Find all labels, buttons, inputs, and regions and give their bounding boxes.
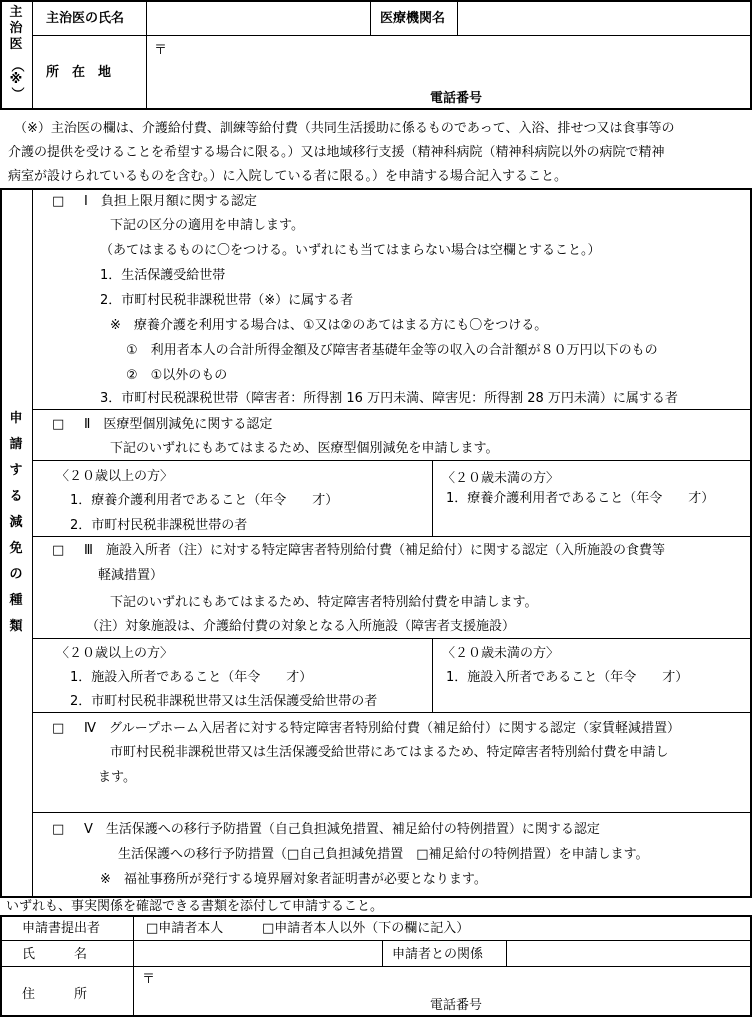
reduction-side-label — [4, 412, 28, 646]
sec3-left-head: 〈２０歳以上の方〉 — [56, 646, 174, 661]
rule — [32, 536, 752, 537]
rule — [0, 896, 752, 898]
doctor-name-label: 主治医の氏名 — [46, 11, 125, 26]
sec1-note: ※ 療養介護を利用する場合は、①又は②のあてはまる方にも〇をつける。 — [110, 318, 548, 333]
sec2-left2: 2．市町村民税非課税世帯の者 — [70, 518, 248, 533]
submitter-opt-self[interactable]: □申請者本人 — [146, 921, 224, 936]
rule — [0, 188, 752, 190]
rule — [0, 915, 752, 917]
sec3-note: （注）対象施設は、介護給付費の対象となる入所施設（障害者支援施設） — [86, 619, 516, 634]
sec3-title: Ⅲ 施設入所者（注）に対する特定障害者特別給付費（補足給付）に関する認定（入所施設の食費等 — [84, 543, 665, 558]
rule — [506, 940, 507, 967]
rule — [432, 638, 433, 712]
submitter-relation-label: 申請者との関係 — [392, 947, 484, 962]
side-char: 請 — [9, 437, 23, 452]
doctor-phone-label: 電話番号 — [430, 91, 483, 106]
side-char: 治 — [9, 21, 23, 36]
side-char: す — [9, 463, 23, 478]
rule — [32, 35, 752, 36]
sec5-line1: 生活保護への移行予防措置（□自己負担減免措置 □補足給付の特例措置）を申請します。 — [118, 847, 649, 862]
rule — [0, 940, 752, 941]
submitter-name-label: 氏 名 — [22, 947, 88, 962]
rule — [0, 966, 752, 967]
institution-label: 医療機関名 — [380, 11, 446, 26]
sec2-right1: 1．療養介護利用者であること（年令 才） — [446, 491, 715, 506]
side-char: の — [9, 567, 23, 582]
rule — [0, 108, 752, 110]
doctor-note-line: 病室が設けられているものを含む。）に入院している者に限る。）を申請する場合記入すること。 — [8, 169, 568, 184]
sec1-item3: 3．市町村民税課税世帯（障害者：所得割 16 万円未満、障害児：所得割 28 万円未満）に属する者 — [100, 391, 678, 406]
rule — [32, 712, 752, 713]
rule — [0, 915, 2, 1017]
sec3-line1: 下記のいずれにもあてはまるため、特定障害者特別給付費を申請します。 — [110, 595, 538, 610]
sec3-left2: 2．市町村民税非課税世帯又は生活保護受給世帯の者 — [70, 694, 378, 709]
sec4-line2: ます。 — [98, 770, 136, 785]
sec5-title: Ⅴ 生活保護への移行予防措置（自己負担減免措置、補足給付の特例措置）に関する認定 — [84, 822, 600, 837]
sec1-title: Ⅰ 負担上限月額に関する認定 — [84, 194, 257, 209]
side-char: （※） — [8, 58, 24, 100]
side-char: 減 — [9, 515, 23, 530]
side-char: 種 — [9, 593, 23, 608]
rule — [457, 0, 458, 36]
sec4-line1: 市町村民税非課税世帯又は生活保護受給世帯にあてはまるため、特定障害者特別給付費を申請し — [110, 745, 669, 760]
sec5-note: ※ 福祉事務所が発行する境界層対象者証明書が必要となります。 — [100, 872, 487, 887]
submitter-postal-mark: 〒 — [142, 972, 156, 987]
doctor-postal-mark: 〒 — [154, 43, 168, 58]
submitter-label: 申請書提出者 — [22, 921, 101, 936]
rule — [32, 460, 752, 461]
rule — [32, 409, 752, 410]
sec4-checkbox[interactable]: □ — [52, 721, 65, 736]
doctor-note-line: （※）主治医の欄は、介護給付費、訓練等給付費（共同生活援助に係るものであって、入浴、排せつ又は食事等の — [14, 121, 675, 136]
sec3-right1: 1．施設入所者であること（年令 才） — [446, 670, 689, 685]
sec2-left-head: 〈２０歳以上の方〉 — [56, 469, 174, 484]
rule — [32, 0, 33, 110]
submitter-address-label: 住 所 — [22, 987, 88, 1002]
sec1-item2: 2．市町村民税非課税世帯（※）に属する者 — [100, 293, 354, 308]
doctor-note-line: 介護の提供を受けることを希望する場合に限る。）又は地域移行支援（精神科病院（精神科病院以外の病院で精神 — [8, 145, 665, 160]
side-char: 免 — [9, 541, 23, 556]
side-char: 類 — [9, 619, 23, 634]
side-char: 主 — [9, 5, 23, 20]
side-char: 医 — [9, 37, 23, 52]
rule — [146, 0, 147, 110]
rule — [133, 915, 134, 1017]
rule — [432, 460, 433, 536]
attach-note: いずれも、事実関係を確認できる書類を添付して申請すること。 — [6, 899, 384, 914]
sec4-title: Ⅳ グループホーム入居者に対する特定障害者特別給付費（補足給付）に関する認定（家賃軽減措置） — [84, 721, 680, 736]
submitter-opt-other[interactable]: □申請者本人以外（下の欄に記入） — [262, 921, 470, 936]
rule — [0, 0, 752, 2]
rule — [370, 0, 371, 36]
side-char: 申 — [9, 411, 23, 426]
rule — [32, 638, 752, 639]
submitter-phone-label: 電話番号 — [430, 998, 483, 1013]
sec1-sub1: ① 利用者本人の合計所得金額及び障害者基礎年金等の収入の合計額が８０万円以下のもの — [126, 343, 658, 358]
sec2-checkbox[interactable]: □ — [52, 417, 65, 432]
sec5-checkbox[interactable]: □ — [52, 822, 65, 837]
rule — [32, 812, 752, 813]
sec1-sub2: ② ①以外のもの — [126, 368, 228, 383]
rule — [0, 0, 2, 110]
sec3-left1: 1．施設入所者であること（年令 才） — [70, 670, 313, 685]
rule — [0, 188, 2, 897]
sec1-item1: 1．生活保護受給世帯 — [100, 268, 226, 283]
rule — [382, 940, 383, 967]
sec1-checkbox[interactable]: □ — [52, 194, 65, 209]
sec3-right-head: 〈２０歳未満の方〉 — [442, 646, 560, 661]
sec2-line1: 下記のいずれにもあてはまるため、医療型個別減免を申請します。 — [110, 441, 499, 456]
sec2-right-head: 〈２０歳未満の方〉 — [442, 471, 560, 486]
doctor-side-label — [4, 6, 28, 102]
sec2-title: Ⅱ 医療型個別減免に関する認定 — [84, 417, 273, 432]
sec2-left1: 1．療養介護利用者であること（年令 才） — [70, 493, 339, 508]
sec3-checkbox[interactable]: □ — [52, 543, 65, 558]
sec1-line2: （あてはまるものに〇をつける。いずれにも当てはまらない場合は空欄とすること。） — [100, 243, 601, 258]
side-char: る — [9, 489, 23, 504]
sec3-title2: 軽減措置） — [98, 568, 164, 583]
doctor-address-label: 所 在 地 — [46, 65, 112, 80]
sec1-line1: 下記の区分の適用を申請します。 — [110, 218, 304, 233]
rule — [32, 188, 33, 897]
